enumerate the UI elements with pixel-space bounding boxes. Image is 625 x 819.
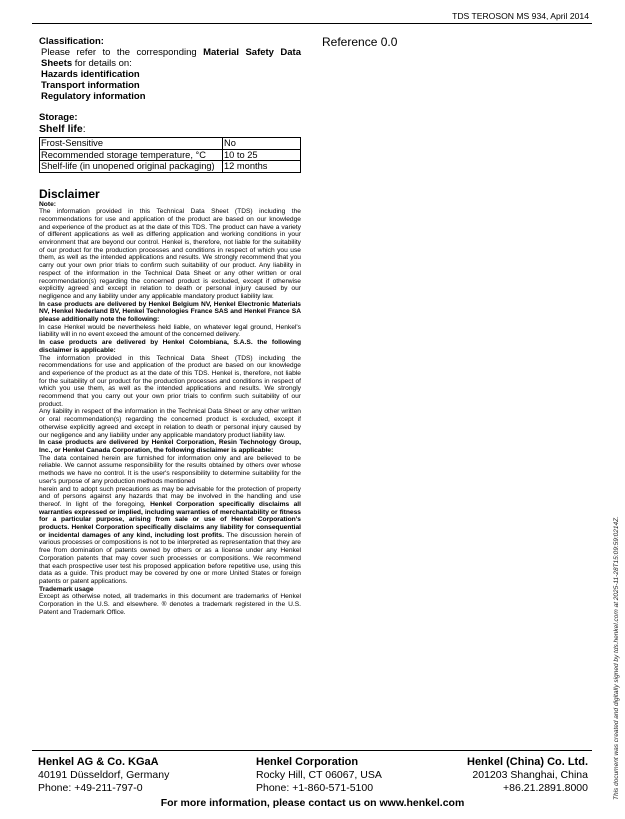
signature-note: This document was created and digitally signed by tds.henkel.com at 2025-11-28T15:09:59:0214Z.	[613, 516, 620, 800]
table-value: No	[223, 138, 301, 150]
trademark-heading: Trademark usage	[39, 585, 94, 593]
company-address: 40191 Düsseldorf, Germany	[38, 769, 170, 781]
table-row	[40, 149, 301, 161]
disclaimer-bold-text: Henkel Corporation specifically disclaims all warranties expressed or implied, including warranties of merchantability or fitness for a particular purpose, arising from sale or use of Henkel Corporation's products. Henkel Corporation specifically disclaims any liability for consequential or incidental damages of any kind, including lost profits.	[39, 500, 301, 539]
storage-heading: Storage:	[39, 112, 78, 123]
footer-china	[467, 756, 588, 795]
disclaimer-text: herein and to adopt such precautions as may be advisable for the protection of property and of persons against any hazards that may be involved in the handling and use thereof. In light of the foregoing,	[39, 485, 301, 508]
footer-usa	[256, 756, 382, 795]
disclaimer-paragraph: The information provided in this Technical Data Sheet (TDS) including the recommendations for use and application of the product are based on our knowledge and experience of the product as at the date of this TDS. Henkel is, therefore, not liable for the suitability of our product for the production processes and conditions in respect of which you use them, as well as the intended applications and results. We strongly recommend that you carry out your own prior trials to confirm such suitability of our product.	[39, 354, 301, 408]
disclaimer-heading: Disclaimer	[39, 186, 100, 201]
disclaimer-paragraph: The data contained herein are furnished for information only and are believed to be reliable. We cannot assume responsibility for the results obtained by others over whose methods we have no control. It is the user's responsibility to determine suitability for the user's purpose of any production methods mentioned	[39, 454, 301, 485]
company-address: Rocky Hill, CT 06067, USA	[256, 769, 382, 781]
disclaimer-paragraph: In case Henkel would be nevertheless held liable, on whatever legal ground, Henkel's liability will in no event exceed the amount of the concerned delivery.	[39, 323, 301, 339]
table-row	[40, 138, 301, 150]
classification-item: Regulatory information	[41, 91, 146, 102]
table-row	[40, 161, 301, 173]
shelf-life-heading	[39, 123, 301, 135]
company-name: Henkel (China) Co. Ltd.	[467, 756, 588, 768]
disclaimer-body	[39, 201, 301, 617]
table-value: 10 to 25	[223, 149, 301, 161]
company-phone: Phone: +49-211-797-0	[38, 782, 143, 794]
footer-divider	[32, 750, 592, 751]
trademark-paragraph: Except as otherwise noted, all trademarks in this document are trademarks of Henkel Corporation in the U.S. and elsewhere. ® denotes a trademark registered in the U.S. Patent and Trademark Office.	[39, 593, 301, 616]
company-phone: Phone: +1-860-571-5100	[256, 782, 374, 794]
header-divider	[32, 23, 592, 24]
company-name: Henkel Corporation	[256, 756, 359, 768]
classification-refer-text	[39, 47, 301, 69]
document-id: TDS TEROSON MS 934, April 2014	[452, 11, 589, 21]
table-key: Shelf-life (in unopened original packaging)	[40, 161, 223, 173]
disclaimer-subheading: In case products are delivered by Henkel Colombiana, S.A.S. the following disclaimer is applicable:	[39, 339, 301, 354]
disclaimer-subheading: In case products are delivered by Henkel Corporation, Resin Technology Group, Inc., or Henkel Canada Corporation, the following disclaimer is applicable:	[39, 439, 301, 454]
classification-heading: Classification:	[39, 36, 104, 47]
note-label: Note:	[39, 200, 56, 208]
disclaimer-paragraph	[39, 486, 301, 586]
left-column	[39, 36, 301, 616]
table-value: 12 months	[223, 161, 301, 173]
company-name: Henkel AG & Co. KGaA	[38, 756, 159, 768]
disclaimer-paragraph: Any liability in respect of the information in the Technical Data Sheet or any other written or oral recommendation(s) regarding the concerned product is excluded, except if otherwise explicitly agreed and except in relation to death or personal injury caused by our negligence and any liability under any applicable mandatory product liability law.	[39, 408, 301, 439]
classification-item: Hazards identification	[41, 69, 140, 80]
disclaimer-text: The discussion herein of various processes or compositions is not to be interpreted as representation that they are free from domination of patents owned by others or as a license under any Henkel Corporation patents that may cover such processes or compositions. We recommend that each prospective user test his proposed application before repetitive use, using this data as a guide. This product may be covered by one or more United States or foreign patents or patent applications.	[39, 531, 301, 585]
table-key: Frost-Sensitive	[40, 138, 223, 150]
shelf-life-label: Shelf life	[39, 123, 83, 135]
footer-germany	[38, 756, 169, 795]
classification-item: Transport information	[41, 80, 140, 91]
shelf-life-colon: :	[82, 123, 86, 135]
disclaimer-subheading: In case products are delivered by Henkel Belgium NV, Henkel Electronic Materials NV, Henkel Nederland BV, Henkel Technologies France SAS and Henkel France SA please additionally note the following:	[39, 300, 301, 324]
reference-label: Reference 0.0	[322, 35, 398, 49]
refer-text-end: for details on:	[72, 58, 132, 69]
company-phone: +86.21.2891.8000	[503, 782, 588, 794]
refer-text-bold: Material Safety Data Sheets	[41, 47, 301, 69]
table-key: Recommended storage temperature, °C	[40, 149, 223, 161]
more-info-line: For more information, please contact us on www.henkel.com	[160, 797, 465, 809]
company-address: 201203 Shanghai, China	[472, 769, 588, 781]
disclaimer-paragraph: The information provided in this Technical Data Sheet (TDS) including the recommendations for use and application of the product are based on our knowledge and experience of the product as at the date of this TDS. The product can have a variety of different applications as well as differing application and working conditions in your environment that are beyond our control. Henkel is, therefore, not liable for the suitability of our product for the production processes and conditions in respect of which you use them, as well as the intended applications and results. We strongly recommend that you carry out your own prior trials to confirm such suitability of our product. Any liability in respect of the information in the Technical Data Sheet or any other written or oral recommendation(s) regarding the concerned product is excluded, except if otherwise explicitly agreed and except in relation to death or personal injury caused by our negligence and any liability under any applicable mandatory product liability law.	[39, 208, 301, 300]
shelf-life-table	[39, 137, 301, 173]
refer-text-plain: Please refer to the corresponding	[41, 47, 204, 58]
